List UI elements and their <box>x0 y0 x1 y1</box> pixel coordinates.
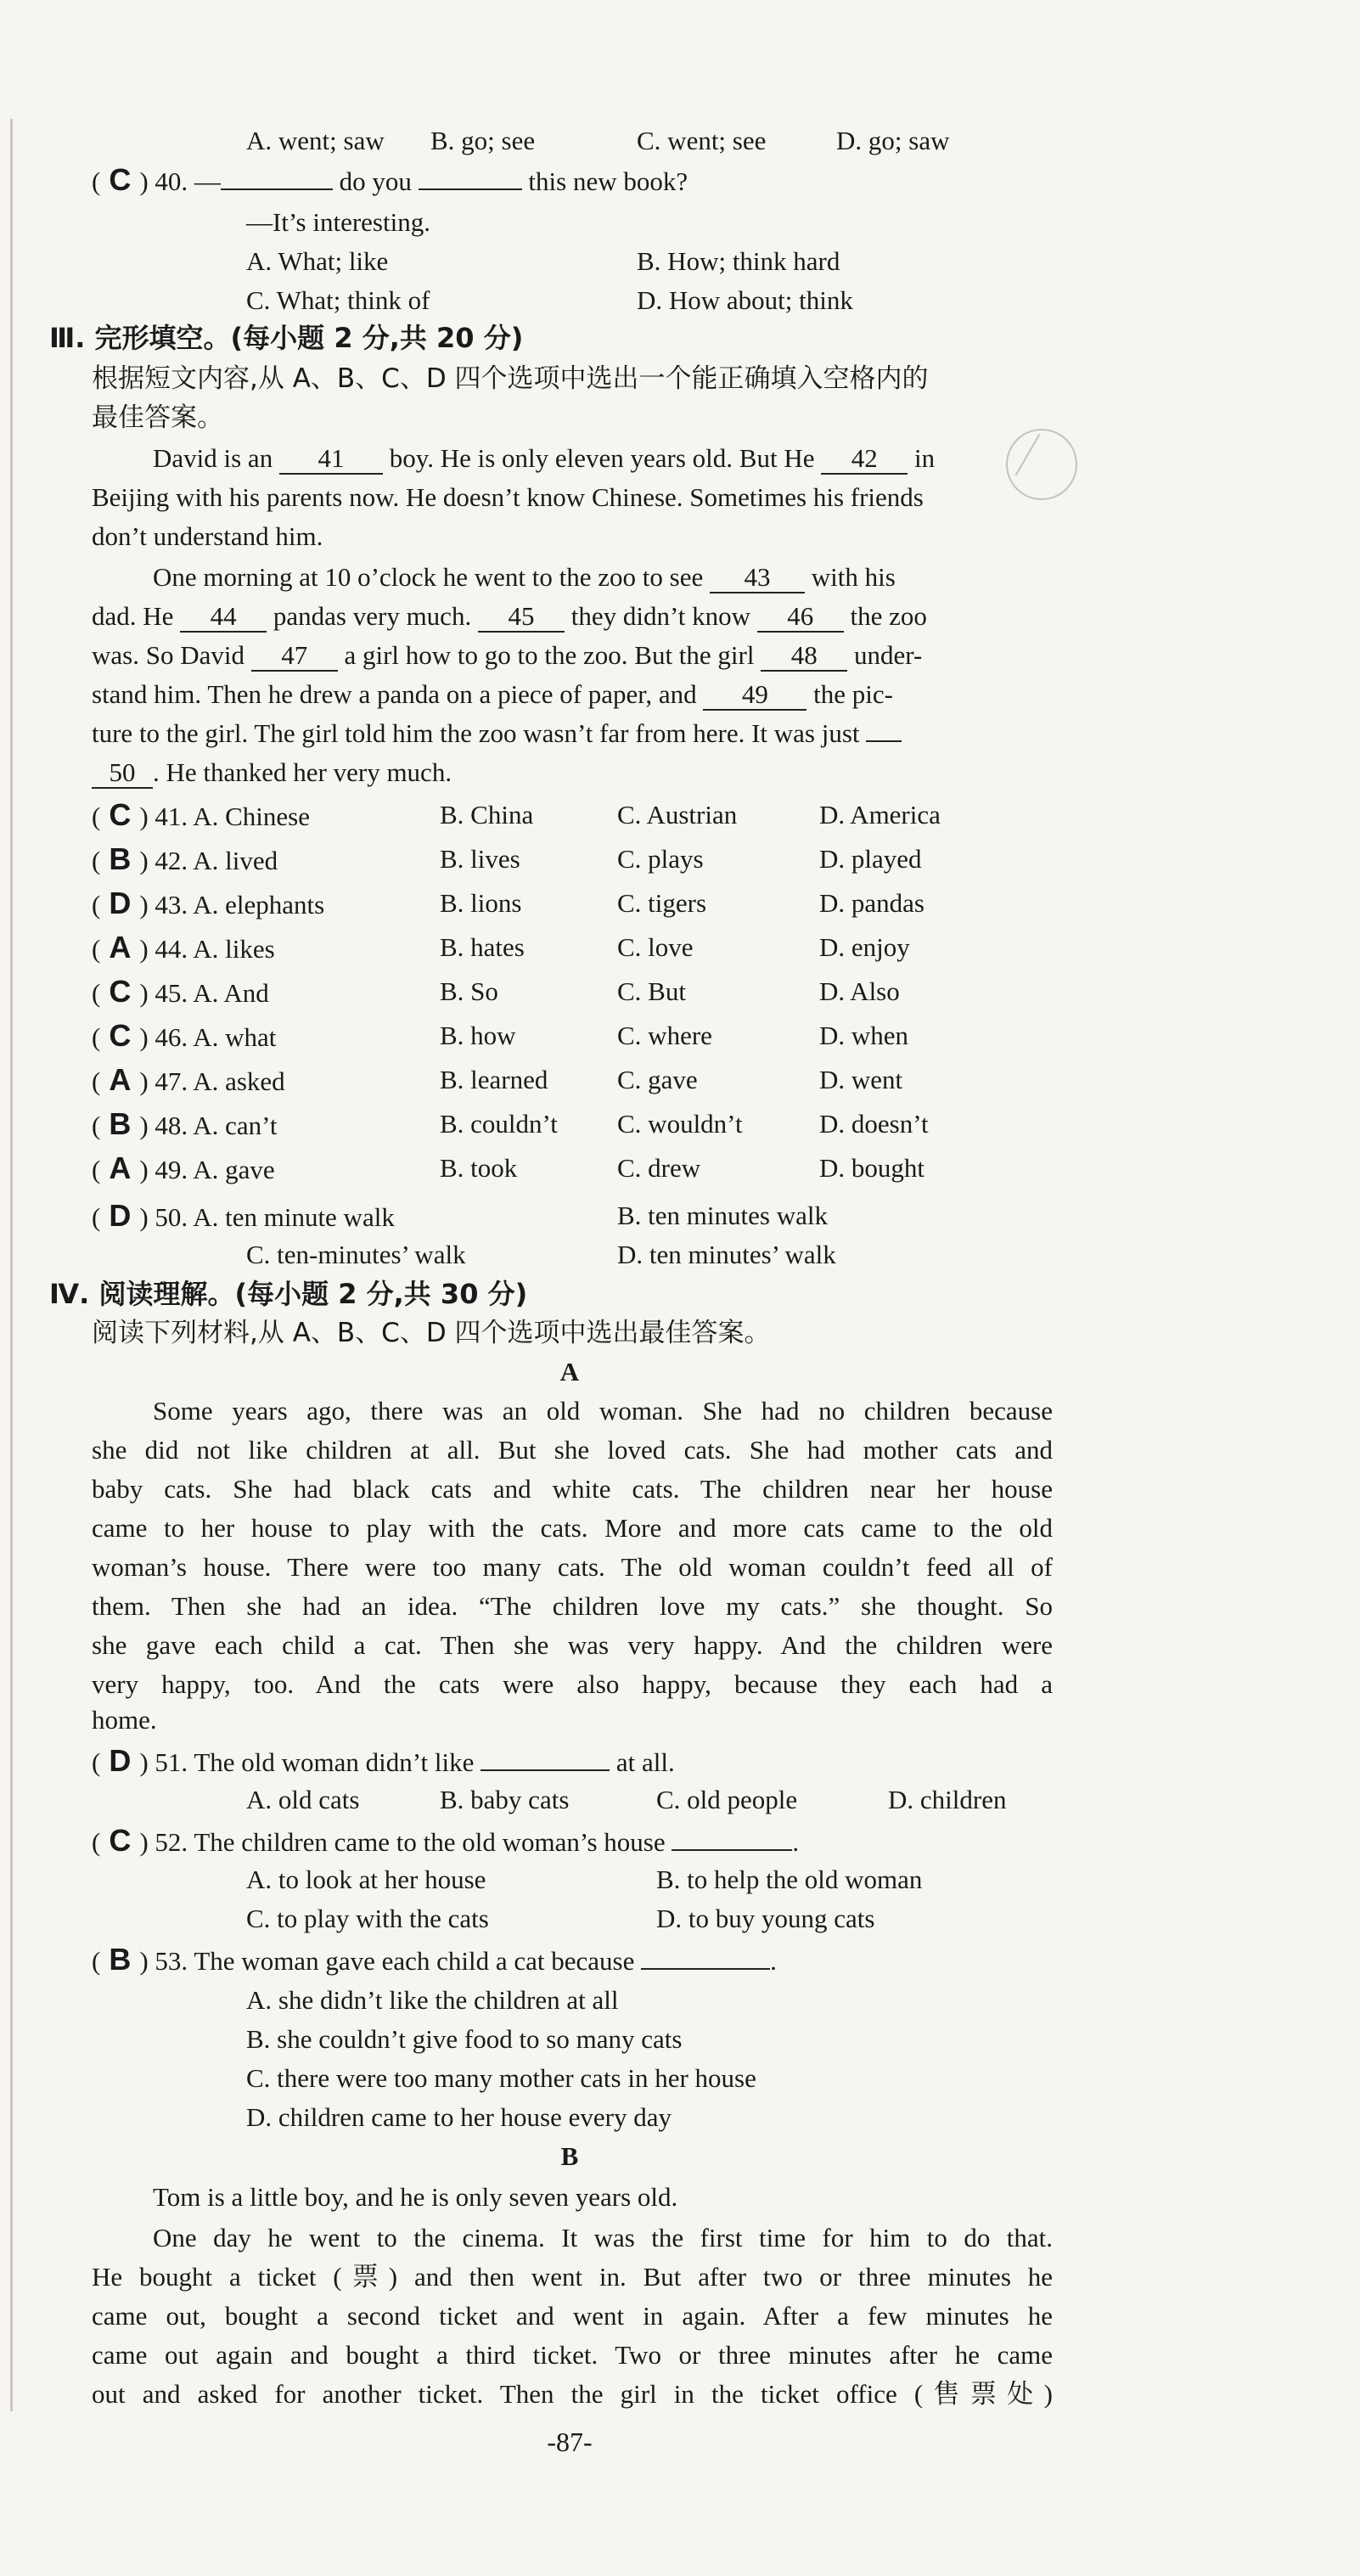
option-b: B. couldn’t <box>440 1109 558 1139</box>
cloze-line-4: One morning at 10 o’clock he went to the zoo to see 43 with his <box>153 562 896 592</box>
answer-mark: C <box>109 1823 132 1858</box>
passage-b-line-1: Tom is a little boy, and he is only seven years old. <box>153 2182 678 2212</box>
option-a: A. likes <box>193 934 275 964</box>
q50-option-b: B. ten minutes walk <box>617 1201 828 1230</box>
cloze-line-5: dad. He 44 pandas very much. 45 they didn’t know 46 the zoo <box>92 601 927 631</box>
option-a: A. what <box>193 1022 277 1052</box>
answer-mark: D <box>109 1743 132 1778</box>
option-b: B. lions <box>440 888 522 918</box>
q52-option-a: A. to look at her house <box>246 1865 486 1894</box>
option-c: C. wouldn’t <box>617 1109 743 1139</box>
q51-option-d: D. children <box>888 1785 1007 1814</box>
cloze-question-row: ( B ) 42. A. lived <box>92 841 278 876</box>
q51-option-c: C. old people <box>656 1785 798 1814</box>
option-d: D. doesn’t <box>819 1109 929 1139</box>
answer-mark: B <box>109 841 132 876</box>
blank-44: 44 <box>180 602 267 633</box>
stamp-mark <box>1006 429 1077 500</box>
passage-a-line: woman’s house. There were too many cats. The old woman couldn’t feed all of <box>92 1552 1053 1582</box>
q53-option-c: C. there were too many mother cats in her house <box>246 2063 756 2093</box>
q51-option-a: A. old cats <box>246 1785 360 1814</box>
q53-option-a: A. she didn’t like the children at all <box>246 1985 619 2015</box>
cloze-question-row: ( D ) 43. A. elephants <box>92 886 325 920</box>
cloze-line-2: Beijing with his parents now. He doesn’t know Chinese. Sometimes his friends <box>92 482 924 512</box>
passage-a-line: she did not like children at all. But she loved cats. She had mother cats and <box>92 1435 1053 1465</box>
option-a: A. asked <box>193 1066 285 1096</box>
option-d: D. when <box>819 1021 909 1050</box>
option-c: C. where <box>617 1021 712 1050</box>
blank-48: 48 <box>761 641 847 672</box>
passage-b-line-4: came out, bought a second ticket and went in again. After a few minutes he <box>92 2301 1053 2331</box>
cloze-line-7: stand him. Then he drew a panda on a piece of paper, and 49 the pic- <box>92 679 893 709</box>
answer-mark: B <box>109 1942 132 1977</box>
option-a: A. Chinese <box>193 801 310 831</box>
passage-a-line: very happy, too. And the cats were also happy, because they each had a <box>92 1669 1053 1699</box>
option-a: A. elephants <box>193 890 325 920</box>
cloze-question-row: ( C ) 45. A. And <box>92 974 269 1009</box>
cloze-question-row: ( A ) 44. A. likes <box>92 930 275 965</box>
passage-a-last-line: home. <box>92 1705 157 1735</box>
question-number: 47. <box>155 1066 188 1096</box>
cloze-question-row: ( A ) 49. A. gave <box>92 1150 275 1185</box>
option-b: B. China <box>440 800 534 830</box>
cloze-line-8: ture to the girl. The girl told him the zoo wasn’t far from here. It was just <box>92 717 902 751</box>
option-a: A. And <box>193 978 269 1008</box>
margin-line <box>10 119 13 2411</box>
blank-42: 42 <box>821 444 908 475</box>
passage-b-line-2: One day he went to the cinema. It was the first time for him to do that. <box>153 2223 1053 2253</box>
blank-45: 45 <box>478 602 565 633</box>
q39-option-a: A. went; saw <box>246 126 385 155</box>
blank-50: 50 <box>92 758 153 789</box>
question-number: 45. <box>155 978 188 1008</box>
cloze-question-row: ( C ) 46. A. what <box>92 1018 277 1053</box>
question-number: 44. <box>155 934 188 964</box>
question-number: 48. <box>155 1111 188 1140</box>
cloze-question-row: ( C ) 41. A. Chinese <box>92 797 310 832</box>
q53-option-d: D. children came to her house every day <box>246 2102 672 2132</box>
option-c: C. tigers <box>617 888 707 918</box>
q50-option-d: D. ten minutes’ walk <box>617 1240 836 1269</box>
q51-stem: ( D ) 51. The old woman didn’t like at all. <box>92 1743 675 1778</box>
option-d: D. pandas <box>819 888 924 918</box>
option-d: D. enjoy <box>819 932 910 962</box>
option-d: D. played <box>819 844 922 874</box>
question-number: 46. <box>155 1022 188 1052</box>
section3-instruction-1: 根据短文内容,从 A、B、C、D 四个选项中选出一个能正确填入空格内的 <box>92 363 929 394</box>
q40-option-b: B. How; think hard <box>637 246 840 276</box>
option-a: A. lived <box>193 846 278 875</box>
section3-instruction-2: 最佳答案。 <box>92 402 223 433</box>
option-d: D. Also <box>819 976 900 1006</box>
blank-49: 49 <box>703 680 806 711</box>
q52-option-d: D. to buy young cats <box>656 1904 875 1933</box>
q40-reply: —It’s interesting. <box>246 207 430 237</box>
answer-mark: C <box>109 974 132 1009</box>
answer-mark: A <box>109 1062 132 1097</box>
option-b: B. hates <box>440 932 525 962</box>
page-number: -87- <box>547 2427 593 2457</box>
q53-option-b: B. she couldn’t give food to so many cats <box>246 2024 683 2054</box>
passage-b-title: B <box>560 2141 579 2171</box>
q40-option-c: C. What; think of <box>246 285 430 315</box>
passage-a-line: baby cats. She had black cats and white cats. The children near her house <box>92 1474 1053 1504</box>
cloze-line-1: David is an 41 boy. He is only eleven years old. But He 42 in <box>153 443 936 473</box>
passage-a-line: Some years ago, there was an old woman. She had no children because <box>153 1396 1053 1426</box>
option-b: B. learned <box>440 1065 548 1094</box>
passage-a-line: came to her house to play with the cats. More and more cats came to the old <box>92 1513 1053 1543</box>
section3-heading: Ⅲ. 完形填空。(每小题 2 分,共 20 分) <box>49 322 524 354</box>
passage-a-title: A <box>559 1357 580 1386</box>
cloze-question-row: ( B ) 48. A. can’t <box>92 1106 278 1141</box>
q50-row: ( D ) 50. A. ten minute walk <box>92 1198 395 1233</box>
question-number: 42. <box>155 846 188 875</box>
answer-mark: A <box>109 1150 132 1185</box>
q39-option-d: D. go; saw <box>836 126 950 155</box>
q52-option-c: C. to play with the cats <box>246 1904 489 1933</box>
option-a: A. gave <box>193 1155 275 1184</box>
q40-option-d: D. How about; think <box>637 285 853 315</box>
question-number: 41. <box>155 801 188 831</box>
q40-stem: ( C ) 40. — do you this new book? <box>92 162 688 197</box>
q50-option-c: C. ten-minutes’ walk <box>246 1240 466 1269</box>
blank-47: 47 <box>251 641 338 672</box>
answer-mark: C <box>109 797 132 832</box>
q52-stem: ( C ) 52. The children came to the old woman’s house . <box>92 1823 800 1858</box>
section4-heading: Ⅳ. 阅读理解。(每小题 2 分,共 30 分) <box>49 1278 528 1310</box>
question-number: 43. <box>155 890 188 920</box>
passage-b-line-5: came out again and bought a third ticket. Two or three minutes after he came <box>92 2340 1053 2370</box>
blank-43: 43 <box>710 563 805 593</box>
option-c: C. But <box>617 976 686 1006</box>
q53-stem: ( B ) 53. The woman gave each child a cat because . <box>92 1942 777 1977</box>
option-b: B. took <box>440 1153 518 1183</box>
answer-mark: C <box>109 1018 132 1053</box>
option-c: C. gave <box>617 1065 698 1094</box>
answer-mark: A <box>109 930 132 965</box>
option-d: D. bought <box>819 1153 924 1183</box>
question-number: 49. <box>155 1155 188 1184</box>
section4-instruction: 阅读下列材料,从 A、B、C、D 四个选项中选出最佳答案。 <box>92 1318 771 1348</box>
option-a: A. can’t <box>193 1111 278 1140</box>
q39-option-c: C. went; see <box>637 126 767 155</box>
answer-mark: D <box>109 886 132 920</box>
q52-option-b: B. to help the old woman <box>656 1865 923 1894</box>
passage-b-line-6: out and asked for another ticket. Then the girl in the ticket office (售票处) <box>92 2379 1053 2409</box>
option-b: B. lives <box>440 844 520 874</box>
option-c: C. love <box>617 932 694 962</box>
passage-b-line-3: He bought a ticket (票) and then went in. But after two or three minutes he <box>92 2262 1053 2292</box>
option-c: C. Austrian <box>617 800 738 830</box>
passage-a-line: she gave each child a cat. Then she was very happy. And the children were <box>92 1630 1053 1660</box>
passage-a-line: them. Then she had an idea. “The children love my cats.” she thought. So <box>92 1591 1053 1621</box>
option-b: B. how <box>440 1021 516 1050</box>
q39-option-b: B. go; see <box>430 126 536 155</box>
cloze-question-row: ( A ) 47. A. asked <box>92 1062 285 1097</box>
answer-mark: B <box>109 1106 132 1141</box>
option-d: D. America <box>819 800 941 830</box>
q40-option-a: A. What; like <box>246 246 389 276</box>
option-d: D. went <box>819 1065 903 1094</box>
option-b: B. So <box>440 976 498 1006</box>
answer-mark: D <box>109 1198 132 1233</box>
cloze-line-6: was. So David 47 a girl how to go to the zoo. But the girl 48 under- <box>92 640 923 670</box>
q51-option-b: B. baby cats <box>440 1785 570 1814</box>
cloze-line-9: 50 . He thanked her very much. <box>92 756 452 790</box>
cloze-line-3: don’t understand him. <box>92 521 323 551</box>
blank-46: 46 <box>757 602 844 633</box>
option-c: C. plays <box>617 844 704 874</box>
option-c: C. drew <box>617 1153 701 1183</box>
blank-41: 41 <box>279 444 383 475</box>
answer-mark: C <box>109 162 132 197</box>
